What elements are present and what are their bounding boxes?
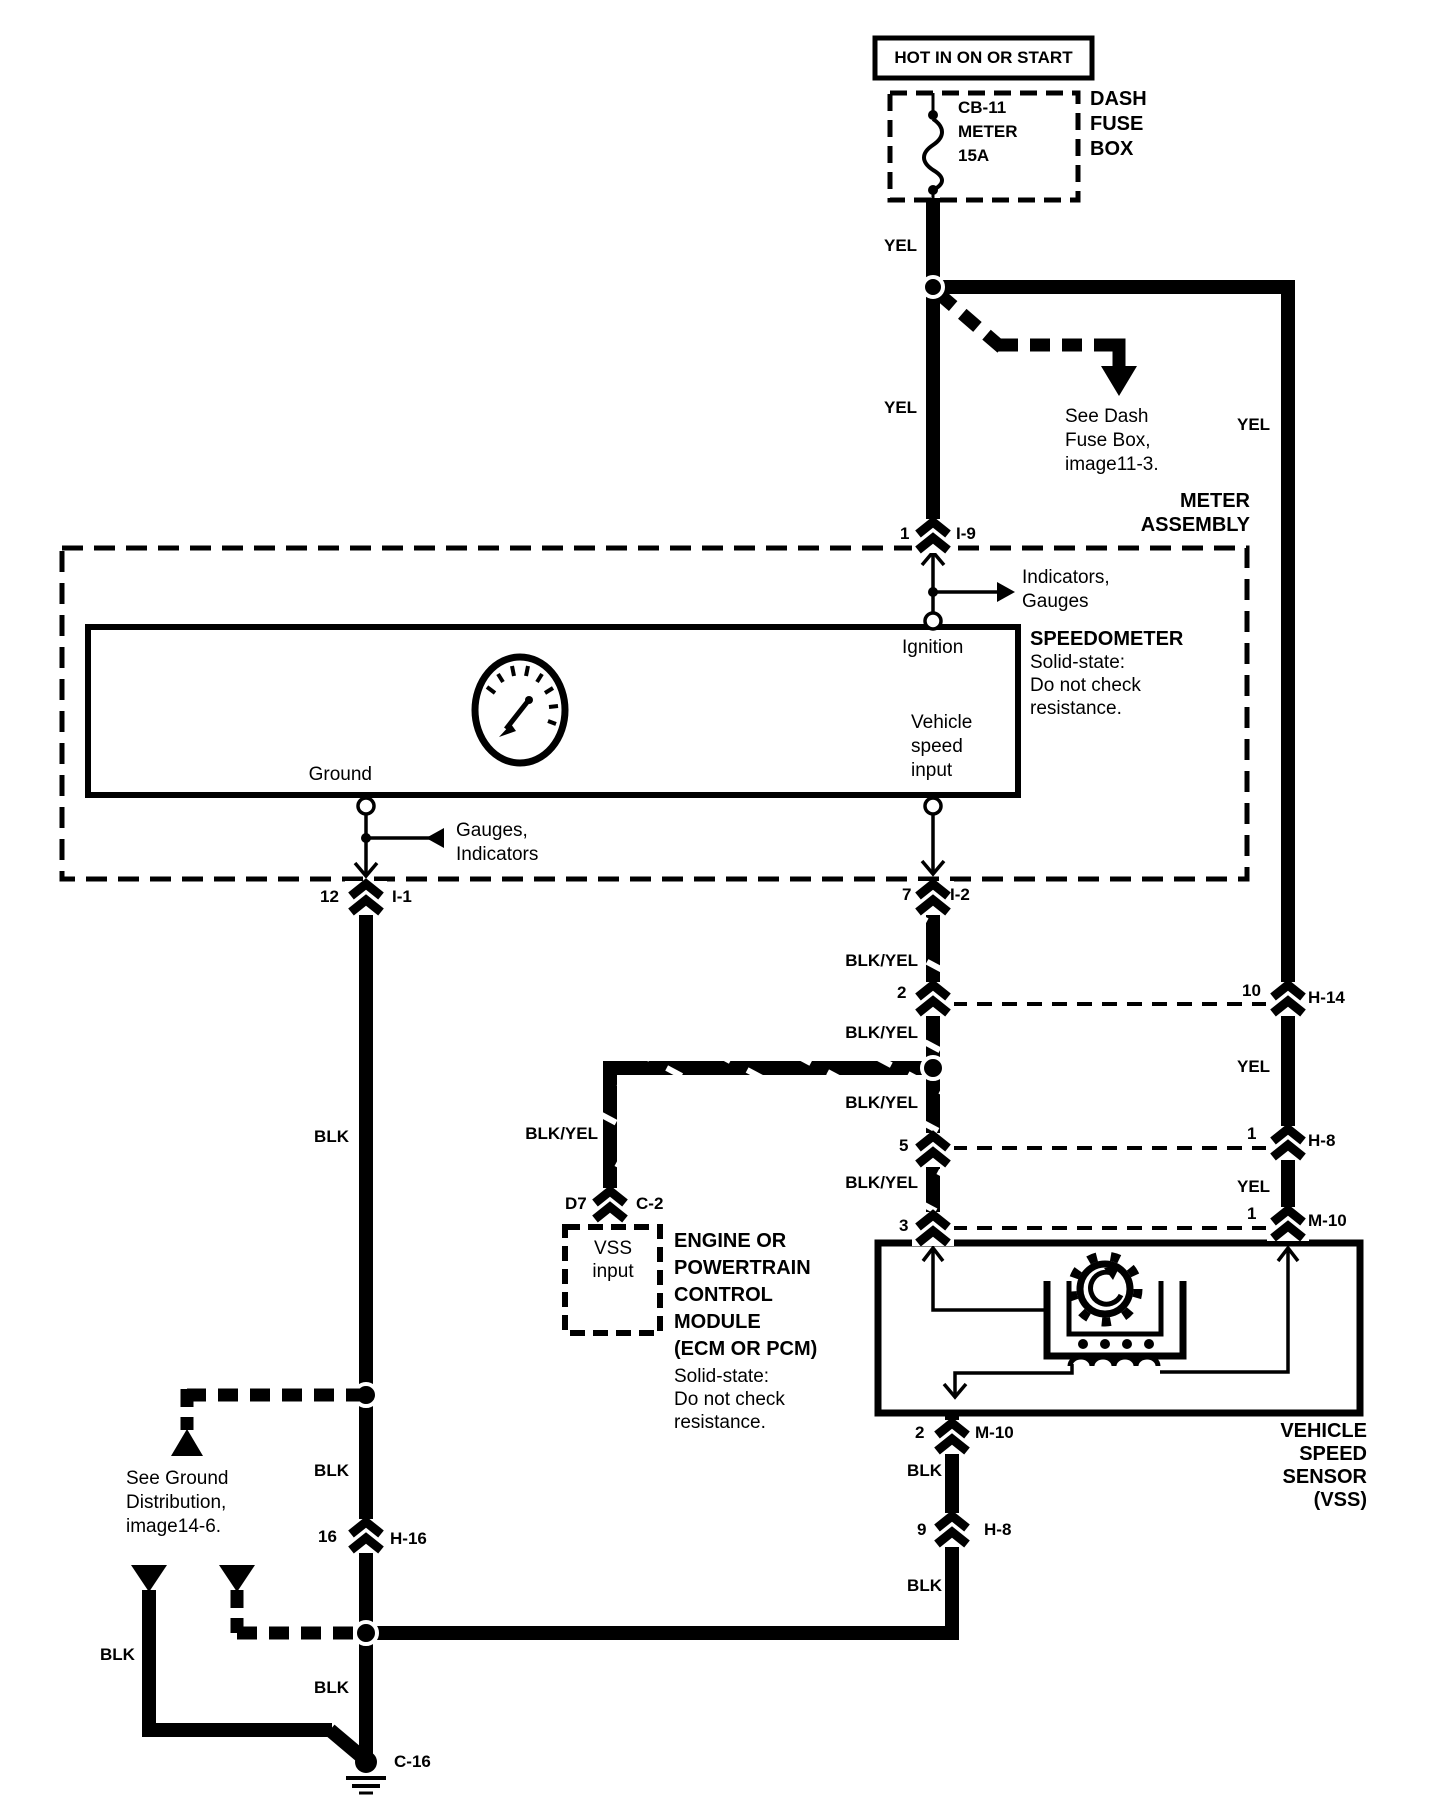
ecm-note-line: Solid-state: <box>674 1366 770 1387</box>
vss-title-2: SPEED <box>1299 1443 1367 1465</box>
fuse-amps: 15A <box>958 146 990 165</box>
speed-input-arrow <box>922 798 944 874</box>
wire-label-yel: YEL <box>1237 415 1271 434</box>
arrow-up-icon <box>171 1429 203 1456</box>
vss-title-4: (VSS) <box>1313 1489 1367 1511</box>
vehicle-speed-input-3: input <box>911 760 953 781</box>
connector-i1 <box>345 881 387 915</box>
pin-number: 3 <box>899 1216 909 1235</box>
ecm-title <box>674 1228 817 1363</box>
vss-title-1: VEHICLE <box>1280 1420 1367 1442</box>
pin-number: 9 <box>917 1520 927 1539</box>
arrow-right-icon <box>997 582 1015 602</box>
see-ground-note-2: Distribution, <box>126 1492 227 1513</box>
pin-number: 1 <box>900 524 910 543</box>
wire-label-blk-yel: BLK/YEL <box>845 951 918 970</box>
connector-id: I-9 <box>956 524 976 543</box>
pin-number: D7 <box>565 1194 587 1213</box>
connector-m10-left <box>912 1212 954 1246</box>
fuse-name: METER <box>958 122 1018 141</box>
connector-id: C-16 <box>394 1752 431 1771</box>
connector-c2 <box>589 1188 631 1222</box>
connector-h8-right <box>1267 1126 1309 1160</box>
connector-id: H-8 <box>1308 1131 1336 1150</box>
wire-label-blk-yel: BLK/YEL <box>845 1093 918 1112</box>
see-ground-note-1: See Ground <box>126 1468 229 1489</box>
wire-label-blk: BLK <box>314 1127 349 1146</box>
indicators-gauges-1: Indicators, <box>1022 567 1110 588</box>
ecm-title-line: POWERTRAIN <box>674 1257 811 1279</box>
pin-number: 2 <box>897 983 907 1002</box>
pin-number: 5 <box>899 1136 909 1155</box>
connector-id: H-8 <box>984 1520 1012 1539</box>
wire-label-blk: BLK <box>314 1461 349 1480</box>
see-ground-note-3: image14-6. <box>126 1516 222 1537</box>
indicators-gauges-2: Gauges <box>1022 591 1089 612</box>
wire-label-yel: YEL <box>884 236 918 255</box>
vss-input-label-1: VSS <box>593 1238 633 1259</box>
connector-id: I-2 <box>950 885 970 904</box>
hot-in-label: HOT IN ON OR START <box>894 48 1073 67</box>
wire-label-yel: YEL <box>884 398 918 417</box>
pin-number: 16 <box>318 1527 337 1546</box>
connector-id: I-1 <box>392 887 412 906</box>
connector-h8-left <box>912 1133 954 1167</box>
vehicle-speed-input-1: Vehicle <box>911 712 973 733</box>
see-dash-note-1: See Dash <box>1065 406 1149 427</box>
wire-label-yel: YEL <box>1237 1177 1271 1196</box>
wire-label-blk: BLK <box>907 1461 942 1480</box>
connector-h16 <box>345 1519 387 1553</box>
meter-assembly-title-1: METER <box>1180 490 1250 512</box>
ecm-title-line: ENGINE OR <box>674 1230 787 1252</box>
meter-ground-branch <box>355 798 444 876</box>
fuse-symbol <box>924 93 942 200</box>
gauge-icon <box>475 657 565 763</box>
pin-number: 2 <box>915 1423 925 1442</box>
vss-internals <box>923 1248 1298 1397</box>
arrow-down-icon <box>1101 366 1137 396</box>
wire-label-blk: BLK <box>907 1576 942 1595</box>
wire-label-blk-yel: BLK/YEL <box>845 1023 918 1042</box>
speed-sensor-icon <box>1047 1256 1183 1366</box>
ignition-label: Ignition <box>902 637 964 658</box>
yel-feed-wire <box>933 198 1288 1243</box>
connector-spans <box>952 1004 1266 1228</box>
vss-title-3: SENSOR <box>1282 1466 1367 1488</box>
see-dash-branch <box>938 293 1137 396</box>
arrow-down-icon <box>131 1565 167 1592</box>
connector-h8-bottom <box>931 1513 973 1547</box>
connector-h14-right <box>1267 982 1309 1016</box>
pin-number: 1 <box>1247 1124 1257 1143</box>
dash-fuse-box-label-3: BOX <box>1090 138 1134 160</box>
wire-label-blk: BLK <box>100 1645 135 1664</box>
dash-fuse-box-label-2: FUSE <box>1090 113 1144 135</box>
ecm-note-line: resistance. <box>674 1412 766 1433</box>
connector-i9 <box>912 519 954 553</box>
connector-m10-right <box>1267 1207 1309 1241</box>
pin-number: 10 <box>1242 981 1261 1000</box>
wire-label-yel: YEL <box>1237 1057 1271 1076</box>
pin-number: 12 <box>320 887 339 906</box>
connector-i2 <box>912 881 954 915</box>
wire-label-blk-yel: BLK/YEL <box>845 1173 918 1192</box>
ignition-feed-arrow <box>922 552 1015 629</box>
see-dash-note-2: Fuse Box, <box>1065 430 1151 451</box>
wire-label-blk: BLK <box>314 1678 349 1697</box>
speedometer-box <box>88 627 1018 795</box>
fuse-id: CB-11 <box>958 98 1007 117</box>
connector-id: H-14 <box>1308 988 1345 1007</box>
connector-id: H-16 <box>390 1529 427 1548</box>
connector-id: C-2 <box>636 1194 664 1213</box>
ground-feeds <box>131 1565 362 1757</box>
connector-h14-left <box>912 982 954 1016</box>
speedometer-title: SPEEDOMETER <box>1030 628 1184 650</box>
connector-id: M-10 <box>975 1423 1014 1442</box>
connector-m10-bottom <box>931 1420 973 1454</box>
dash-fuse-box-label-1: DASH <box>1090 88 1147 110</box>
speedometer-note-1: Solid-state: <box>1030 652 1126 673</box>
ecm-note-line: Do not check <box>674 1389 785 1410</box>
pin-number: 1 <box>1247 1204 1257 1223</box>
ecm-title-line: (ECM OR PCM) <box>674 1338 818 1360</box>
ground-label: Ground <box>308 764 372 785</box>
wire-label-blk-yel: BLK/YEL <box>525 1124 598 1143</box>
ecm-note <box>674 1365 785 1434</box>
see-dash-note-3: image11-3. <box>1065 454 1159 475</box>
vehicle-speed-input-2: speed <box>911 736 963 757</box>
vss-input-label-2: input <box>592 1261 634 1282</box>
meter-assembly-title-2: ASSEMBLY <box>1140 514 1250 536</box>
ecm-title-line: CONTROL <box>674 1284 773 1306</box>
see-ground-branch <box>171 1389 366 1456</box>
gauges-indicators-2: Indicators <box>456 844 539 865</box>
speedometer-note-2: Do not check <box>1030 675 1141 696</box>
arrow-left-icon <box>426 828 444 848</box>
connector-id: M-10 <box>1308 1211 1347 1230</box>
pin-number: 7 <box>902 885 912 904</box>
arrow-down-icon <box>219 1565 255 1592</box>
ecm-title-line: MODULE <box>674 1311 761 1333</box>
gauges-indicators-1: Gauges, <box>456 820 528 841</box>
speedometer-note-3: resistance. <box>1030 698 1122 719</box>
